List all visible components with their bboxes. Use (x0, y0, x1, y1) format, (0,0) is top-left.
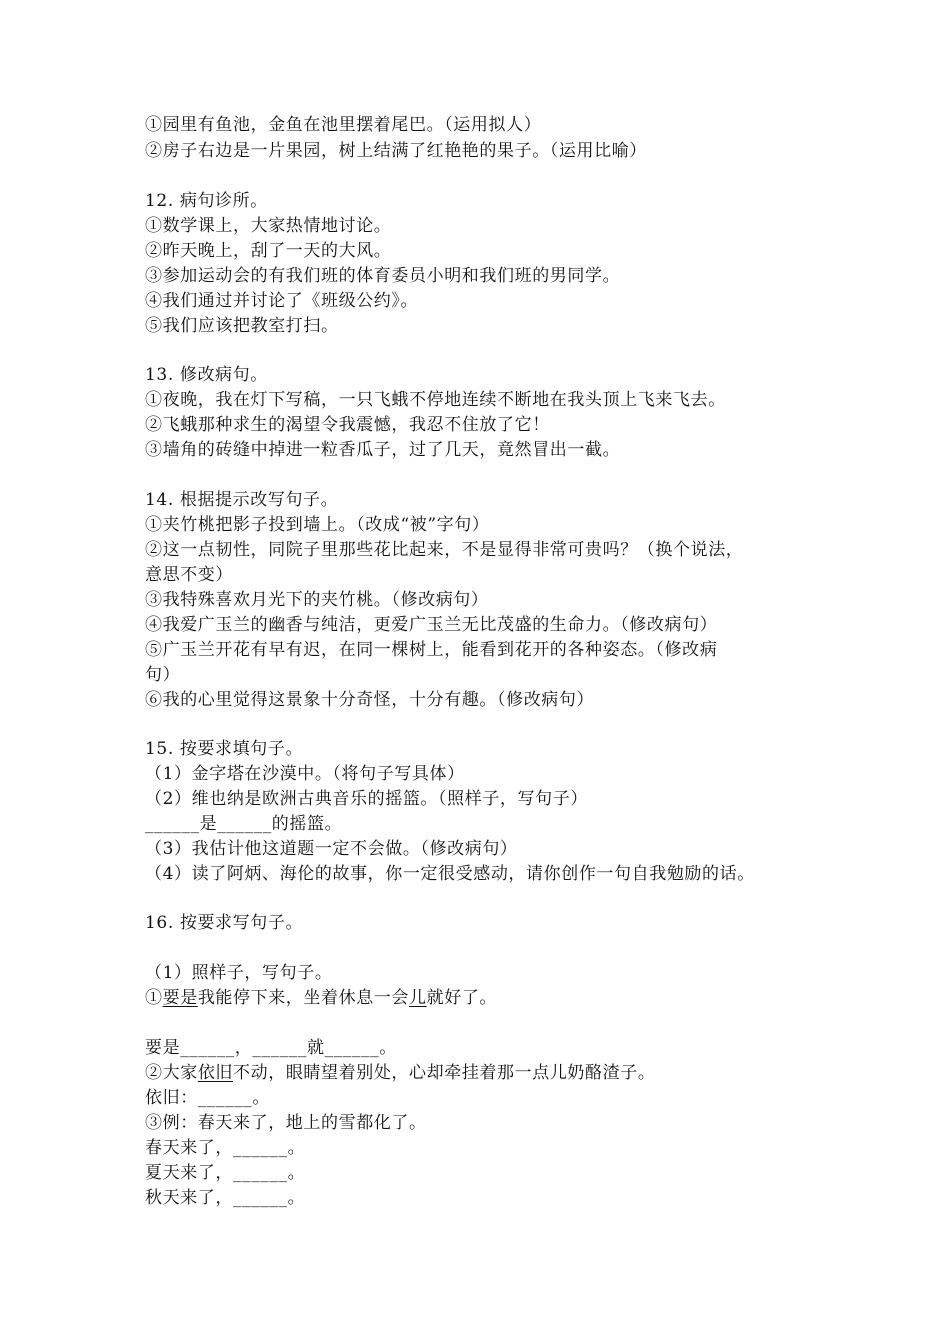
question-heading: 16. 按要求写句子。 (145, 913, 304, 933)
underlined-word: 要是 (162, 988, 198, 1008)
question-heading: 12. 病句诊所。 (145, 191, 268, 211)
text-line: 句） (145, 665, 181, 685)
fill-blank-line: 春天来了，______。 (145, 1138, 306, 1158)
text-line: ②房子右边是一片果园，树上结满了红艳艳的果子。（运用比喻） (145, 141, 647, 161)
text-line: （3）我估计他这道题一定不会做。（修改病句） (145, 839, 518, 859)
text-line: ①夜晚，我在灯下写稿，一只飞蛾不停地连续不断地在我头顶上飞来飞去。 (145, 390, 726, 410)
underlined-word: 依旧 (197, 1063, 234, 1083)
text-line: 意思不变） (145, 565, 233, 585)
example-sentence-1: ①要是我能停下来，坐着休息一会儿就好了。 (145, 988, 498, 1008)
fill-blank-line: 要是______，______就______。 (145, 1038, 397, 1058)
text-line: ①数学课上，大家热情地讨论。 (145, 216, 392, 236)
question-heading: 13. 修改病句。 (145, 365, 268, 385)
text-line: ④我爱广玉兰的幽香与纯洁，更爱广玉兰无比茂盛的生命力。（修改病句） (145, 615, 718, 635)
underlined-word: 儿 (409, 988, 427, 1008)
text-line: ②昨天晚上，刮了一天的大风。 (145, 241, 392, 261)
text-line: （2）维也纳是欧洲古典音乐的摇篮。（照样子，写句子） (145, 789, 588, 809)
example-sentence-2: ②大家依旧不动，眼睛望着别处，心却牵挂着那一点儿奶酪渣子。 (145, 1063, 656, 1083)
text-line: （4）读了阿炳、海伦的故事，你一定很受感动，请你创作一句自我勉励的话。 (145, 864, 755, 884)
text-line: ①园里有鱼池，金鱼在池里摆着尾巴。（运用拟人） (145, 115, 542, 135)
text-line: ③例：春天来了，地上的雪都化了。 (145, 1113, 427, 1133)
question-heading: 14. 根据提示改写句子。 (145, 490, 339, 510)
text-line: ⑥我的心里觉得这景象十分奇怪，十分有趣。（修改病句） (145, 690, 595, 710)
text-line: ③我特殊喜欢月光下的夹竹桃。（修改病句） (145, 590, 489, 610)
text-line: ③墙角的砖缝中掉进一粒香瓜子，过了几天，竟然冒出一截。 (145, 440, 621, 460)
text-line: ①夹竹桃把影子投到墙上。（改成“被”字句） (145, 515, 490, 535)
text-line: ⑤我们应该把教室打扫。 (145, 316, 339, 336)
text-line: ②这一点韧性，同院子里那些花比起来，不是显得非常可贵吗？（换个说法， (145, 540, 744, 560)
text-line: （1）照样子，写句子。 (145, 963, 333, 983)
fill-blank-line: ______是______的摇篮。 (145, 814, 343, 834)
fill-blank-line: 秋天来了，______。 (145, 1188, 306, 1208)
text-line: ②飞蛾那种求生的渴望令我震憾，我忍不住放了它！ (145, 415, 550, 435)
text-line: ③参加运动会的有我们班的体育委员小明和我们班的男同学。 (145, 266, 621, 286)
text-line: ④我们通过并讨论了《班级公约》。 (145, 291, 419, 311)
text-line: ⑤广玉兰开花有早有迟，在同一棵树上，能看到花开的各种姿态。（修改病 (145, 640, 718, 660)
text-line: （1）金字塔在沙漠中。（将句子写具体） (145, 764, 465, 784)
question-heading: 15. 按要求填句子。 (145, 739, 304, 759)
fill-blank-line: 夏天来了，______。 (145, 1163, 306, 1183)
fill-blank-line: 依旧：______。 (145, 1088, 270, 1108)
